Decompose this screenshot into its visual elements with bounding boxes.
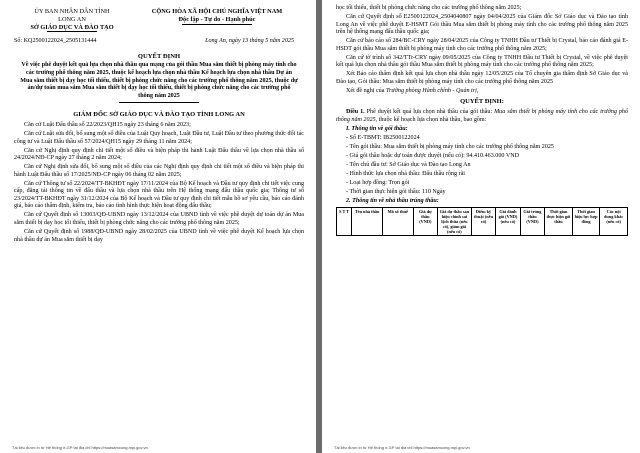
document-header [14, 8, 304, 32]
section-2-title: 2. Thông tin về nhà thầu trúng thầu: [346, 197, 439, 204]
article-1-label: Điều 1. [346, 109, 365, 116]
nation-line-1: CỘNG HÒA XÃ HỘI CHỦ NGHĨA VIỆT NAM [151, 8, 283, 15]
issuing-agency [14, 8, 130, 32]
header-bid-price: Giá dự thầu (VND) [413, 208, 437, 236]
header-technical-score: Điểm kỹ thuật (nếu có) [471, 208, 495, 236]
agency-line-1: ỦY BAN NHÂN DÂN TỈNH [34, 8, 110, 15]
article-1-package-name: Mua sắm thiết bị phòng máy tính cho các trường phổ thông năm 2025 [336, 109, 629, 123]
decision-title: QUYẾT ĐỊNH [137, 53, 181, 61]
info-package-price: - Giá gói thầu hoặc dự toán được duyệt (nếu có): 94.410.463.000 VND [346, 152, 520, 159]
header-adjusted-price: Giá dự thầu sau hiệu chỉnh sai lệch thừa (nếu có), giảm giá (nếu có) [438, 208, 472, 236]
article-1 [336, 109, 628, 124]
info-investor: - Tên chủ đầu tư: Sở Giáo dục và Đào tạo Long An [346, 161, 471, 168]
proposal-proposer: Trưởng phòng Hành chính - Quản trị, [385, 87, 479, 94]
national-motto [130, 8, 304, 32]
winning-bidder-table [336, 207, 628, 236]
header-evaluated-price: Giá đánh giá (VND) (nếu có) [496, 208, 520, 236]
decide-title: QUYẾT ĐỊNH: [460, 98, 504, 106]
legal-basis-10: Căn cứ tờ trình số 342/TTr-CRY ngày 09/05/2025 của Công ty TNHH Đầu tư Thiết bị Crystal, về việc phê duyệt kết quả lựa chọn nhà thầu gói thầu Mua sắm thiết bị phòng máy tính cho các trường phổ thông năm 2025; [336, 54, 628, 69]
page-1-content [14, 8, 304, 246]
legal-basis-7: Căn cứ Quyết định số 1988/QĐ-UBND ngày 28/02/2025 của UBND tỉnh về việc phê duyệt Kế hoạch lựa chọn nhà thầu dự án Mua sắm thiết bị dạy [14, 229, 304, 243]
page-2-footer: Tài liệu được in từ Hệ thống e-GP tại địa chỉ https://muasamcong.mpi.gov.vn [334, 445, 470, 450]
header-bidder-name: Tên nhà thầu [352, 208, 383, 236]
legal-basis-4: Căn cứ Nghị định sửa đổi, bổ sung một số điều của các Nghị định quy định chi tiết một số điều và biện pháp thi hành Luật Đấu thầu số 17/2025/NĐ-CP ngày 06 tháng 02 năm 2025; [14, 164, 304, 178]
header-winning-price: Giá trúng thầu (VND) [520, 208, 544, 236]
issuing-authority: GIÁM ĐỐC SỞ GIÁO DỤC VÀ ĐÀO TẠO TỈNH LONG AN [73, 111, 245, 119]
header-other-content: Các nội dung khác (nếu có) [600, 208, 628, 236]
proposal-prefix: Xét đề nghị của [346, 87, 386, 94]
legal-basis-3: Căn cứ Nghị định quy định chi tiết một số điều và biện pháp thi hành Luật Đấu thầu về lựa chọn nhà thầu số 24/2024/NĐ-CP ngày 27 tháng 2 năm 2024; [14, 147, 304, 162]
legal-basis-1: Căn cứ Luật Đấu thầu số 22/2023/QH15 ngày 23 tháng 6 năm 2023; [24, 121, 191, 128]
place-date: Long An, ngày 13 tháng 5 năm 2025 [205, 38, 294, 45]
agency-line-3: SỞ GIÁO DỤC VÀ ĐÀO TẠO [30, 23, 114, 31]
article-1-text-2: , thuộc kế hoạch lựa chọn nhà thầu, bao gồm: [375, 116, 487, 123]
article-1-text-1: Phê duyệt kết quả lựa chọn nhà thầu của gói thầu: [364, 109, 495, 116]
info-package-name: - Tên gói thầu: Mua sắm thiết bị phòng máy tính cho các trường phổ thông năm 2025 [346, 143, 554, 150]
paragraph-continuation: học tối thiểu, thiết bị phòng chức năng cho các trường phổ thông năm 2025; [336, 5, 522, 11]
decision-subject: Về việc phê duyệt kết quả lựa chọn nhà thầu qua mạng của gói thầu Mua sắm thiết bị phòng máy tính cho các trường phổ thông năm 2025, thuộc kế hoạch lựa chọn nhà thầu Kế hoạch lựa chọn nhà thầu Dự án Mua sắm thiết bị dạy học tối thiểu, thiết bị phòng chức năng cho các trường phổ thông năm 2025, thuộc dự án/dự toán mua sắm Mua sắm thiết bị dạy học tối thiểu, thiết bị phòng chức năng cho các trường phổ thông năm 2025 [20, 62, 298, 99]
legal-basis-8: Căn cứ Quyết định số E2500122024_2504040807 ngày 04/04/2025 của Giám đốc Sở Giáo dục và Đào tạo tỉnh Long An về việc phê duyệt E-HSMT Gói thầu Mua sắm thiết bị phòng máy tính cho các trường phổ thông năm 2025 trên hệ thống mạng đấu thầu quốc gia; [336, 13, 628, 36]
page-2-content [336, 5, 628, 236]
page-1 [0, 0, 316, 453]
header-stt: S T T [337, 208, 352, 236]
info-duration: - Thời gian thực hiện gói thầu: 110 Ngày [346, 188, 446, 195]
header-contract-validity: Thời gian hiệu lực hợp đồng [572, 208, 600, 236]
proposal-line [336, 88, 628, 96]
header-tax-code: Mã số thuế [382, 208, 413, 236]
agency-underline [47, 31, 97, 32]
document-meta [14, 38, 304, 44]
legal-basis-2: Căn cứ Luật sửa đổi, bổ sung một số điều của Luật Quy hoạch, Luật Đầu tư, Luật Đầu tư theo phương thức đối tác công tư và Luật Đấu thầu số 57/2024/QH15 ngày 29 tháng 11 năm 2024; [14, 130, 304, 145]
motto-underline [182, 24, 252, 25]
document-number: Số: KQ2500122024_2505131444 [14, 38, 97, 45]
agency-line-2: LONG AN [58, 15, 86, 23]
table-header-row [337, 208, 628, 236]
info-tbmt-number: - Số E-TBMT: IB2500122024 [346, 134, 420, 141]
page-1-footer: Tài liệu được in từ Hệ thống e-GP tại địa chỉ https://muasamcong.mpi.gov.vn [12, 445, 148, 450]
page-2 [322, 0, 640, 453]
nation-line-2: Độc lập - Tự do - Hạnh phúc [178, 15, 256, 23]
subject-underline [119, 102, 199, 103]
legal-basis-6: Căn cứ Quyết định số 13003/QĐ-UBND ngày 13/12/2024 của UBND tỉnh về việc phê duyệt dự toán dự án Mua sắm thiết bị dạy học tối thiểu, thiết bị phòng chức năng cho các trường phổ thông năm 2025; [14, 212, 304, 227]
legal-basis-5: Căn cứ Thông tư số 22/2024/TT-BKHĐT ngày 17/11/2024 của Bộ Kế hoạch và Đầu tư quy định chi tiết việc cung cấp, đăng tải thông tin về đấu thầu và lựa chọn nhà thầu trên Hệ thống mạng đấu thầu quốc gia; Thông tư số 23/2024/TT-BKHĐT ngày 31/12/2024 của Bộ Kế hoạch và Đầu tư quy định chi tiết mẫu hồ sơ yêu cầu, báo cáo đánh giá, báo cáo thẩm định, kiểm tra, báo cáo tình hình thực hiện hoạt động đấu thầu; [14, 180, 304, 210]
appraisal-report: Xét Báo cáo thẩm định kết quả lựa chọn nhà thầu ngày 12/05/2025 của Tổ chuyên gia thẩm định Sở Giáo dục và Đào tạo, Gói thầu: Mua sắm thiết bị phòng máy tính cho các trường phổ thông năm 2025 [336, 71, 628, 85]
legal-basis-9: Căn cứ báo cáo số 284/BC-CRY ngày 28/04/2025 của Công ty TNHH Đầu tư Thiết bị Crystal, báo cáo đánh giá E-HSDT gói thầu Mua sắm thiết bị phòng máy tính cho các trường phổ thông năm 2025; [336, 38, 628, 52]
info-selection-method: - Hình thức lựa chọn nhà thầu: Đấu thầu rộng rãi [346, 170, 465, 177]
section-1-title: I. Thông tin về gói thầu: [346, 125, 408, 132]
info-contract-type: - Loại hợp đồng: Trọn gói [346, 179, 410, 186]
header-execution-time: Thời gian thực hiện gói thầu [545, 208, 573, 236]
